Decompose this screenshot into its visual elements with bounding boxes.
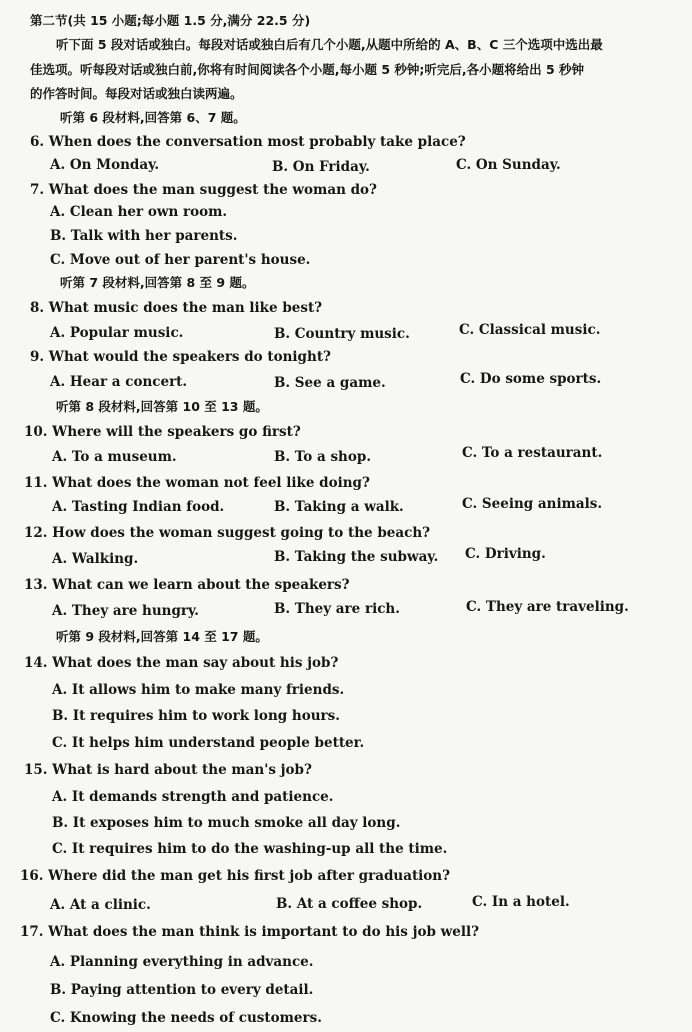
- option-c[interactable]: C. It helps him understand people better.: [52, 735, 365, 751]
- option-b[interactable]: B. It requires him to work long hours.: [52, 708, 340, 724]
- option-b[interactable]: B. Talk with her parents.: [50, 228, 238, 244]
- question-stem: 15. What is hard about the man's job?: [24, 762, 312, 778]
- option-a[interactable]: A. To a museum.: [52, 449, 177, 465]
- option-a[interactable]: A. Tasting Indian food.: [52, 499, 225, 515]
- option-c[interactable]: C. Driving.: [465, 546, 546, 562]
- option-b[interactable]: B. Taking the subway.: [274, 549, 439, 565]
- option-c[interactable]: C. Do some sports.: [460, 371, 602, 387]
- option-b[interactable]: B. See a game.: [274, 375, 386, 391]
- option-c[interactable]: C. To a restaurant.: [462, 445, 603, 461]
- option-a[interactable]: A. Planning everything in advance.: [50, 954, 314, 970]
- material-instruction: 听第 8 段材料,回答第 10 至 13 题。: [56, 399, 268, 414]
- option-c[interactable]: C. On Sunday.: [456, 157, 561, 173]
- option-c[interactable]: C. In a hotel.: [472, 894, 570, 910]
- question-stem: 14. What does the man say about his job?: [24, 655, 339, 671]
- option-b[interactable]: B. It exposes him to much smoke all day long.: [52, 815, 401, 831]
- option-a[interactable]: A. At a clinic.: [50, 897, 151, 913]
- material-instruction: 听第 6 段材料,回答第 6、7 题。: [60, 110, 246, 125]
- option-b[interactable]: B. Paying attention to every detail.: [50, 982, 314, 998]
- intro-line: 听下面 5 段对话或独白。每段对话或独白后有几个小题,从题中所给的 A、B、C 三个选项中选出最: [56, 37, 603, 52]
- option-b[interactable]: B. Country music.: [274, 326, 410, 342]
- option-a[interactable]: A. Hear a concert.: [50, 374, 188, 390]
- question-stem: 8. What music does the man like best?: [30, 300, 323, 316]
- option-a[interactable]: A. It allows him to make many friends.: [52, 682, 345, 698]
- option-c[interactable]: C. They are traveling.: [466, 599, 629, 615]
- question-stem: 11. What does the woman not feel like doing?: [24, 475, 370, 491]
- question-stem: 6. When does the conversation most probably take place?: [30, 134, 466, 150]
- option-a[interactable]: A. It demands strength and patience.: [52, 789, 334, 805]
- option-c[interactable]: C. Move out of her parent's house.: [50, 252, 311, 268]
- material-instruction: 听第 9 段材料,回答第 14 至 17 题。: [56, 629, 268, 644]
- option-a[interactable]: A. Walking.: [52, 551, 139, 567]
- option-c[interactable]: C. Knowing the needs of customers.: [50, 1010, 322, 1026]
- option-a[interactable]: A. On Monday.: [50, 157, 160, 173]
- question-stem: 10. Where will the speakers go first?: [24, 424, 301, 440]
- question-stem: 16. Where did the man get his first job after graduation?: [20, 868, 451, 884]
- option-a[interactable]: A. Clean her own room.: [50, 204, 228, 220]
- question-stem: 13. What can we learn about the speakers?: [24, 577, 350, 593]
- option-a[interactable]: A. Popular music.: [50, 325, 184, 341]
- question-stem: 12. How does the woman suggest going to the beach?: [24, 525, 431, 541]
- option-c[interactable]: C. Classical music.: [459, 322, 601, 338]
- option-b[interactable]: B. They are rich.: [274, 601, 400, 617]
- option-b[interactable]: B. At a coffee shop.: [276, 896, 423, 912]
- section-header: 第二节(共 15 小题;每小题 1.5 分,满分 22.5 分): [30, 13, 311, 28]
- option-a[interactable]: A. They are hungry.: [52, 603, 200, 619]
- intro-line: 的作答时间。每段对话或独白读两遍。: [30, 86, 243, 101]
- option-b[interactable]: B. Taking a walk.: [274, 499, 404, 515]
- material-instruction: 听第 7 段材料,回答第 8 至 9 题。: [60, 275, 255, 290]
- option-b[interactable]: B. To a shop.: [274, 449, 372, 465]
- option-c[interactable]: C. It requires him to do the washing-up all the time.: [52, 841, 448, 857]
- intro-line: 佳选项。听每段对话或独白前,你将有时间阅读各个小题,每小题 5 秒钟;听完后,各小题将给出 5 秒钟: [30, 62, 585, 77]
- option-c[interactable]: C. Seeing animals.: [462, 496, 603, 512]
- question-stem: 9. What would the speakers do tonight?: [30, 349, 331, 365]
- option-b[interactable]: B. On Friday.: [272, 159, 370, 175]
- question-stem: 17. What does the man think is important to do his job well?: [20, 924, 479, 940]
- question-stem: 7. What does the man suggest the woman do?: [30, 182, 377, 198]
